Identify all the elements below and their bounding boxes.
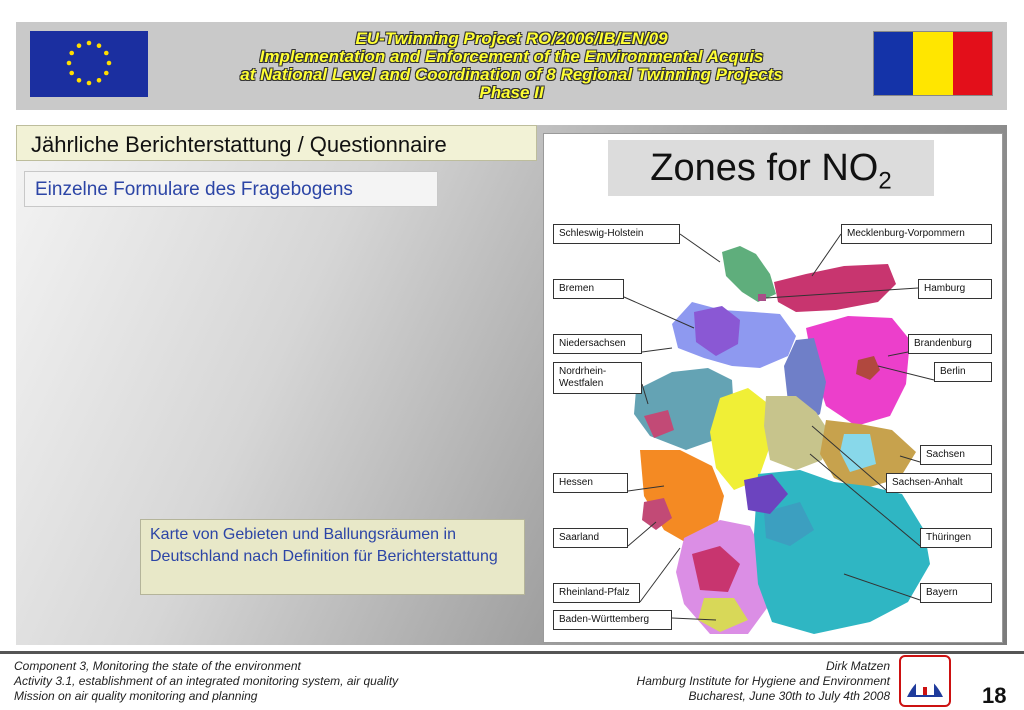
footer-date: Bucharest, June 30th to July 4th 2008	[688, 689, 890, 703]
label-saarland: Saarland	[553, 528, 628, 548]
footer-left-block	[14, 659, 398, 704]
map-panel	[543, 133, 1003, 643]
map-title	[650, 147, 892, 195]
footer-institute: Hamburg Institute for Hygiene and Environment	[636, 674, 890, 688]
page-number: 18	[982, 683, 1007, 708]
header-title	[166, 30, 857, 102]
label-schleswig-holstein: Schleswig-Holstein	[553, 224, 680, 244]
romania-flag-icon	[873, 31, 993, 96]
header-line-4: Phase II	[479, 83, 544, 102]
header-line-2: Implementation and Enforcement of the Environmental Acquis	[259, 47, 764, 66]
footer-divider	[0, 651, 1024, 654]
eu-flag-icon	[30, 31, 148, 97]
label-sachsen: Sachsen	[920, 445, 992, 465]
label-hessen: Hessen	[553, 473, 628, 493]
slide-title-box	[16, 125, 537, 161]
label-mecklenburg-vorpommern: Mecklenburg-Vorpommern	[841, 224, 992, 244]
label-bremen: Bremen	[553, 279, 624, 299]
footer-activity: Activity 3.1, establishment of an integrated monitoring system, air quality	[14, 674, 399, 688]
label-hamburg: Hamburg	[918, 279, 992, 299]
header-line-3: at National Level and Coordination of 8 Regional Twinning Projects	[240, 65, 783, 84]
map-caption: Karte von Gebieten und Ballungsräumen in Deutschland nach Definition für Berichterstattung	[150, 526, 498, 565]
slide-title: Jährliche Berichterstattung / Questionnaire	[31, 132, 447, 157]
label-berlin: Berlin	[934, 362, 992, 382]
label-nordrhein-westfalen: Nordrhein-Westfalen	[553, 362, 642, 394]
header-line-1: EU-Twinning Project RO/2006/IB/EN/09	[355, 29, 668, 48]
label-bayern: Bayern	[920, 583, 992, 603]
label-brandenburg: Brandenburg	[908, 334, 992, 354]
footer-component: Component 3, Monitoring the state of the environment	[14, 659, 301, 673]
label-rheinland-pfalz: Rheinland-Pfalz	[553, 583, 640, 603]
label-sachsen-anhalt: Sachsen-Anhalt	[886, 473, 992, 493]
slide-content	[16, 125, 1007, 645]
label-baden-wuerttemberg: Baden-Württemberg	[553, 610, 672, 630]
slide-subtitle: Einzelne Formulare des Fragebogens	[35, 179, 353, 200]
footer-right-block	[637, 659, 890, 704]
map-title-subscript: 2	[878, 167, 892, 195]
label-niedersachsen: Niedersachsen	[553, 334, 642, 354]
map-title-box	[608, 140, 934, 196]
footer-mission: Mission on air quality monitoring and planning	[14, 689, 258, 703]
slide-subtitle-box	[24, 171, 438, 207]
hamburg-institute-logo-icon	[899, 655, 951, 707]
footer-author: Dirk Matzen	[825, 659, 890, 673]
label-thueringen: Thüringen	[920, 528, 992, 548]
map-caption-box	[140, 519, 525, 595]
header-banner	[16, 22, 1007, 110]
map-title-text: Zones for NO	[650, 147, 879, 189]
